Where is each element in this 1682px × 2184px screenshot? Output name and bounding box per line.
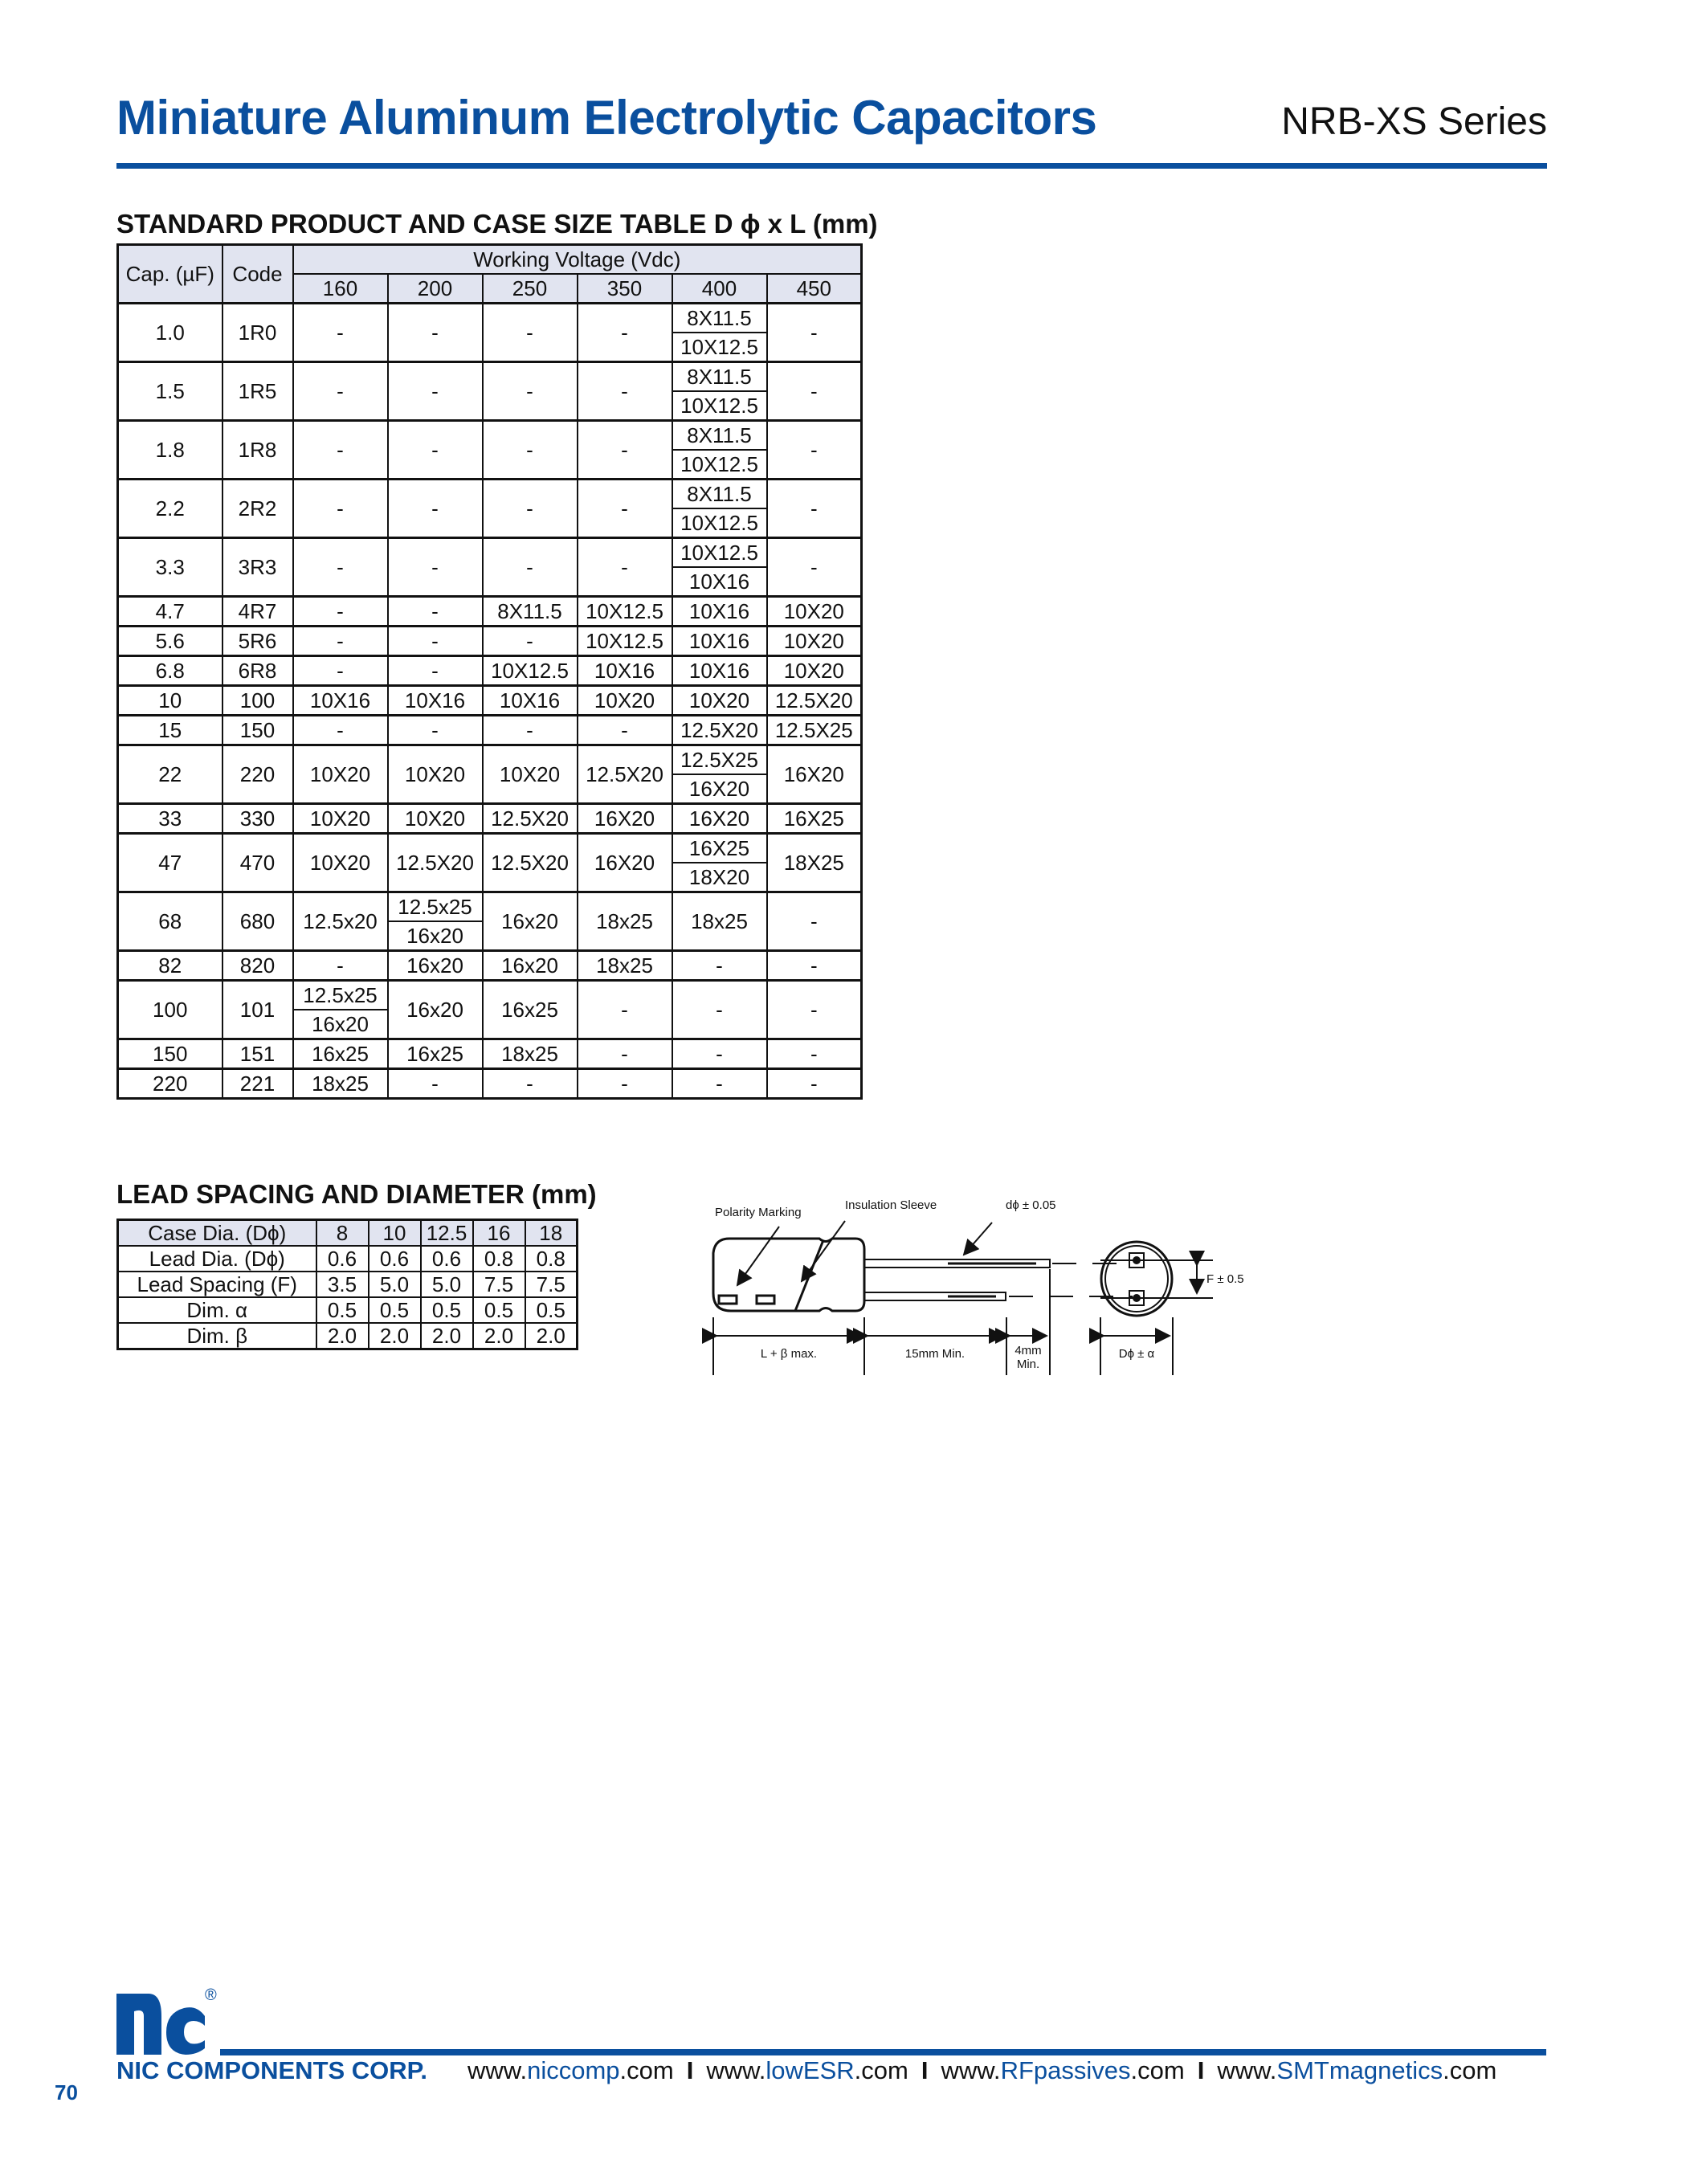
cap-cell: 100 <box>118 981 222 1039</box>
end-view <box>1100 1242 1213 1316</box>
case-size-cell: 16X20 <box>578 804 672 834</box>
case-size-cell: 16x20 <box>388 981 483 1039</box>
case-size-cell: 10X16 <box>672 627 767 656</box>
lead-row-label: Dim. β <box>118 1323 316 1349</box>
cap-cell: 33 <box>118 804 222 834</box>
link-suffix: .com <box>1443 2056 1497 2084</box>
case-size-cell: - <box>767 1039 862 1069</box>
case-size-cell: 10X20 <box>672 686 767 716</box>
lead-value-cell: 2.0 <box>473 1323 525 1349</box>
link-prefix: www. <box>467 2056 528 2084</box>
case-size-cell: 12.5X25 <box>672 745 767 775</box>
lead-value-cell: 2.0 <box>316 1323 369 1349</box>
case-size-cell: - <box>672 951 767 981</box>
case-size-cell: 12.5X25 <box>767 716 862 745</box>
case-size-cell: 10X16 <box>388 686 483 716</box>
code-cell: 101 <box>222 981 293 1039</box>
case-size-cell: - <box>388 304 483 362</box>
link-brand: niccomp <box>527 2056 620 2084</box>
table-row <box>118 892 862 922</box>
cap-cell: 1.0 <box>118 304 222 362</box>
code-cell: 150 <box>222 716 293 745</box>
leads <box>864 1259 1133 1300</box>
code-cell: 4R7 <box>222 597 293 627</box>
case-size-cell: 8X11.5 <box>672 304 767 333</box>
cap-cell: 2.2 <box>118 480 222 538</box>
case-size-cell: 16x25 <box>483 981 578 1039</box>
case-size-cell: - <box>578 362 672 421</box>
case-size-cell: 16x20 <box>293 1010 388 1039</box>
table-row <box>118 981 862 1010</box>
voltage-header-160: 160 <box>293 274 388 304</box>
lead-value-cell: 2.0 <box>525 1323 578 1349</box>
case-size-cell: 10X12.5 <box>483 656 578 686</box>
case-size-cell: - <box>767 421 862 480</box>
case-size-cell: 16x25 <box>388 1039 483 1069</box>
lead-value-cell: 0.5 <box>421 1297 473 1323</box>
capacitor-dimension-diagram <box>699 1189 1261 1382</box>
cap-cell: 220 <box>118 1069 222 1099</box>
case-size-cell: - <box>388 656 483 686</box>
label-length: L + β max. <box>760 1347 818 1361</box>
header-cap: Cap. (µF) <box>118 245 222 304</box>
lead-row-label: Case Dia. (Dϕ) <box>118 1220 316 1247</box>
case-size-cell: 8X11.5 <box>672 421 767 451</box>
cap-cell: 82 <box>118 951 222 981</box>
case-size-cell: - <box>388 480 483 538</box>
label-insulation-sleeve: Insulation Sleeve <box>845 1198 937 1212</box>
code-cell: 151 <box>222 1039 293 1069</box>
case-size-cell: 10X12.5 <box>672 333 767 362</box>
case-size-cell: 10X16 <box>578 656 672 686</box>
voltage-header-350: 350 <box>578 274 672 304</box>
case-size-cell: - <box>578 981 672 1039</box>
case-size-cell: 12.5x25 <box>293 981 388 1010</box>
case-size-cell: 10X20 <box>293 804 388 834</box>
lead-value-cell: 18 <box>525 1220 578 1247</box>
case-size-cell: 16x20 <box>388 951 483 981</box>
case-size-cell: - <box>293 362 388 421</box>
case-size-cell: 10X20 <box>483 745 578 804</box>
lead-table-heading: LEAD SPACING AND DIAMETER (mm) <box>116 1179 597 1209</box>
cap-cell: 3.3 <box>118 538 222 597</box>
label-end-length-min: Min. <box>1016 1357 1040 1371</box>
case-size-cell: - <box>767 1069 862 1099</box>
case-size-cell: 18x25 <box>672 892 767 951</box>
lead-value-cell: 5.0 <box>421 1272 473 1297</box>
lead-table-row <box>118 1297 578 1323</box>
case-size-cell: 12.5X20 <box>483 804 578 834</box>
case-size-cell: 12.5X20 <box>483 834 578 892</box>
code-cell: 470 <box>222 834 293 892</box>
case-size-cell: 10X12.5 <box>578 597 672 627</box>
case-size-cell: - <box>767 480 862 538</box>
case-size-cell: - <box>388 421 483 480</box>
case-size-cell: - <box>767 362 862 421</box>
lead-value-cell: 0.6 <box>316 1246 369 1272</box>
case-size-cell: 16X20 <box>672 804 767 834</box>
case-size-cell: 10X12.5 <box>578 627 672 656</box>
lead-value-cell: 2.0 <box>369 1323 421 1349</box>
case-size-cell: - <box>293 538 388 597</box>
case-size-cell: 10X12.5 <box>672 391 767 421</box>
label-lead-length: 15mm Min. <box>904 1347 966 1361</box>
cap-cell: 68 <box>118 892 222 951</box>
label-diameter: Dϕ ± α <box>1118 1347 1155 1361</box>
case-size-cell: 10X20 <box>767 597 862 627</box>
footer-link-lowesr[interactable] <box>706 2056 908 2084</box>
case-size-cell: 10X16 <box>293 686 388 716</box>
case-size-cell: 10X20 <box>767 627 862 656</box>
case-size-cell: 18x25 <box>293 1069 388 1099</box>
lead-table-row <box>118 1272 578 1297</box>
case-size-cell: 10X20 <box>578 686 672 716</box>
case-size-cell: - <box>483 716 578 745</box>
code-cell: 6R8 <box>222 656 293 686</box>
case-size-cell: - <box>388 597 483 627</box>
lead-table-row <box>118 1323 578 1349</box>
case-size-cell: 18x25 <box>483 1039 578 1069</box>
case-size-cell: - <box>483 362 578 421</box>
header-working-voltage: Working Voltage (Vdc) <box>293 245 862 275</box>
link-prefix: www. <box>1217 2056 1277 2084</box>
code-cell: 330 <box>222 804 293 834</box>
case-size-cell: 16X25 <box>767 804 862 834</box>
case-size-cell: 16x25 <box>293 1039 388 1069</box>
lead-value-cell: 0.8 <box>525 1246 578 1272</box>
case-size-cell: 10X16 <box>483 686 578 716</box>
case-size-cell: 10X20 <box>388 804 483 834</box>
lead-value-cell: 12.5 <box>421 1220 473 1247</box>
cap-cell: 4.7 <box>118 597 222 627</box>
lead-value-cell: 16 <box>473 1220 525 1247</box>
code-cell: 1R5 <box>222 362 293 421</box>
lead-value-cell: 0.8 <box>473 1246 525 1272</box>
case-size-cell: 10X16 <box>672 567 767 597</box>
case-size-cell: 10X20 <box>293 834 388 892</box>
code-cell: 220 <box>222 745 293 804</box>
case-size-cell: 16X25 <box>672 834 767 863</box>
header-rule <box>116 163 1547 169</box>
footer-links <box>467 2056 1496 2085</box>
label-lead-diameter: dϕ ± 0.05 <box>1006 1198 1056 1212</box>
table-row <box>118 686 862 716</box>
table-row <box>118 597 862 627</box>
table-row <box>118 421 862 451</box>
code-cell: 820 <box>222 951 293 981</box>
lead-spacing-table <box>116 1219 578 1350</box>
case-size-cell: - <box>388 538 483 597</box>
case-size-cell: - <box>483 480 578 538</box>
table-row <box>118 951 862 981</box>
case-size-cell: - <box>293 480 388 538</box>
case-size-cell: 12.5X20 <box>767 686 862 716</box>
table-row <box>118 656 862 686</box>
label-end-length: 4mm <box>1015 1344 1042 1357</box>
case-size-cell: 12.5X20 <box>388 834 483 892</box>
lead-value-cell: 2.0 <box>421 1323 473 1349</box>
case-size-cell: - <box>578 480 672 538</box>
code-cell: 221 <box>222 1069 293 1099</box>
voltage-header-400: 400 <box>672 274 767 304</box>
case-size-cell: 10X20 <box>767 656 862 686</box>
lead-table-row <box>118 1220 578 1247</box>
link-separator: I <box>1197 2056 1205 2084</box>
lead-value-cell: 0.5 <box>525 1297 578 1323</box>
case-size-cell: - <box>293 716 388 745</box>
case-size-cell: - <box>578 304 672 362</box>
table-row <box>118 304 862 333</box>
case-size-cell: 10X20 <box>388 745 483 804</box>
label-lead-spacing: F ± 0.5 <box>1206 1272 1244 1286</box>
case-size-cell: 10X20 <box>293 745 388 804</box>
case-size-cell: - <box>293 951 388 981</box>
code-cell: 1R8 <box>222 421 293 480</box>
cap-cell: 1.5 <box>118 362 222 421</box>
table-row <box>118 538 862 568</box>
lead-row-label: Lead Spacing (F) <box>118 1272 316 1297</box>
case-size-cell: 18X25 <box>767 834 862 892</box>
code-cell: 2R2 <box>222 480 293 538</box>
table-row <box>118 804 862 834</box>
registered-mark: ® <box>205 1986 217 2004</box>
link-separator: I <box>686 2056 694 2084</box>
case-size-cell: 10X12.5 <box>672 450 767 480</box>
voltage-header-250: 250 <box>483 274 578 304</box>
code-cell: 680 <box>222 892 293 951</box>
link-prefix: www. <box>941 2056 1001 2084</box>
case-size-cell: 12.5x25 <box>388 892 483 922</box>
footer-rule <box>220 2049 1546 2055</box>
code-cell: 5R6 <box>222 627 293 656</box>
case-size-cell: - <box>293 627 388 656</box>
lead-table-row <box>118 1246 578 1272</box>
case-size-cell: - <box>293 304 388 362</box>
cap-cell: 5.6 <box>118 627 222 656</box>
case-size-cell: - <box>578 421 672 480</box>
lead-value-cell: 7.5 <box>525 1272 578 1297</box>
case-size-cell: 18x25 <box>578 892 672 951</box>
voltage-header-450: 450 <box>767 274 862 304</box>
case-size-cell: - <box>483 304 578 362</box>
capacitor-body <box>713 1239 864 1311</box>
lead-row-label: Lead Dia. (Dϕ) <box>118 1246 316 1272</box>
case-size-cell: 18X20 <box>672 863 767 892</box>
link-separator: I <box>921 2056 929 2084</box>
lead-value-cell: 7.5 <box>473 1272 525 1297</box>
lead-value-cell: 5.0 <box>369 1272 421 1297</box>
case-size-cell: 8X11.5 <box>672 480 767 509</box>
cap-cell: 1.8 <box>118 421 222 480</box>
case-size-cell: - <box>578 716 672 745</box>
lead-value-cell: 0.5 <box>473 1297 525 1323</box>
label-polarity-marking: Polarity Marking <box>715 1206 802 1219</box>
link-brand: RFpassives <box>1000 2056 1131 2084</box>
table-row <box>118 716 862 745</box>
footer-link-smtmagnetics[interactable] <box>1217 2056 1496 2084</box>
lead-value-cell: 0.6 <box>421 1246 473 1272</box>
case-size-cell: - <box>483 1069 578 1099</box>
case-size-cell: 8X11.5 <box>672 362 767 392</box>
table-row <box>118 1039 862 1069</box>
cap-cell: 47 <box>118 834 222 892</box>
lead-value-cell: 0.5 <box>316 1297 369 1323</box>
case-size-cell: - <box>293 656 388 686</box>
cap-cell: 10 <box>118 686 222 716</box>
table-row <box>118 834 862 863</box>
case-size-cell: - <box>483 421 578 480</box>
link-suffix: .com <box>854 2056 908 2084</box>
case-size-cell: - <box>672 1069 767 1099</box>
cap-cell: 150 <box>118 1039 222 1069</box>
voltage-header-200: 200 <box>388 274 483 304</box>
case-size-cell: - <box>767 538 862 597</box>
case-size-cell: - <box>483 538 578 597</box>
footer-link-rfpassives[interactable] <box>941 2056 1184 2084</box>
link-suffix: .com <box>619 2056 674 2084</box>
table-row <box>118 1069 862 1099</box>
case-size-cell: - <box>578 1039 672 1069</box>
table-row <box>118 627 862 656</box>
case-size-cell: - <box>388 1069 483 1099</box>
case-size-cell: - <box>578 1069 672 1099</box>
table-row <box>118 480 862 509</box>
case-size-cell: 10X16 <box>672 656 767 686</box>
case-size-cell: 12.5X20 <box>578 745 672 804</box>
case-size-cell: 10X16 <box>672 597 767 627</box>
case-size-cell: - <box>767 304 862 362</box>
case-size-cell: 8X11.5 <box>483 597 578 627</box>
case-size-cell: - <box>767 892 862 951</box>
case-size-cell: 12.5X20 <box>672 716 767 745</box>
case-size-cell: - <box>672 1039 767 1069</box>
case-size-cell: 16X20 <box>767 745 862 804</box>
case-size-cell: 16x20 <box>388 921 483 951</box>
cap-cell: 22 <box>118 745 222 804</box>
footer-link-niccomp[interactable] <box>467 2056 674 2084</box>
page-title: Miniature Aluminum Electrolytic Capacitors <box>116 91 1097 145</box>
code-cell: 1R0 <box>222 304 293 362</box>
cap-cell: 6.8 <box>118 656 222 686</box>
lead-value-cell: 10 <box>369 1220 421 1247</box>
case-size-cell: - <box>483 627 578 656</box>
case-size-cell: - <box>388 716 483 745</box>
case-size-cell: 16x20 <box>483 892 578 951</box>
table-row <box>118 362 862 392</box>
case-size-cell: - <box>293 421 388 480</box>
case-size-cell: - <box>672 981 767 1039</box>
series-name: NRB-XS Series <box>1281 100 1547 143</box>
case-size-cell: 10X12.5 <box>672 538 767 568</box>
lead-value-cell: 0.6 <box>369 1246 421 1272</box>
lead-row-label: Dim. α <box>118 1297 316 1323</box>
standard-product-table <box>116 243 863 1100</box>
case-size-cell: 16X20 <box>578 834 672 892</box>
lead-value-cell: 8 <box>316 1220 369 1247</box>
case-size-cell: 12.5x20 <box>293 892 388 951</box>
case-size-cell: - <box>388 627 483 656</box>
link-prefix: www. <box>706 2056 766 2084</box>
case-size-cell: - <box>388 362 483 421</box>
case-size-cell: - <box>293 597 388 627</box>
header-code: Code <box>222 245 293 304</box>
table-row <box>118 745 862 775</box>
link-brand: SMTmagnetics <box>1276 2056 1443 2084</box>
case-size-cell: 16X20 <box>672 774 767 804</box>
cap-cell: 15 <box>118 716 222 745</box>
nic-logo <box>116 1984 221 2056</box>
case-size-cell: - <box>578 538 672 597</box>
case-size-cell: - <box>767 981 862 1039</box>
case-size-cell: - <box>767 951 862 981</box>
page-number: 70 <box>55 2080 78 2104</box>
code-cell: 100 <box>222 686 293 716</box>
standard-table-heading: STANDARD PRODUCT AND CASE SIZE TABLE D ϕ x L (mm) <box>116 209 878 239</box>
lead-value-cell: 3.5 <box>316 1272 369 1297</box>
link-brand: lowESR <box>765 2056 855 2084</box>
case-size-cell: 16x20 <box>483 951 578 981</box>
company-name: NIC COMPONENTS CORP. <box>116 2056 427 2084</box>
link-suffix: .com <box>1130 2056 1185 2084</box>
code-cell: 3R3 <box>222 538 293 597</box>
lead-value-cell: 0.5 <box>369 1297 421 1323</box>
case-size-cell: 10X12.5 <box>672 508 767 538</box>
case-size-cell: 18x25 <box>578 951 672 981</box>
